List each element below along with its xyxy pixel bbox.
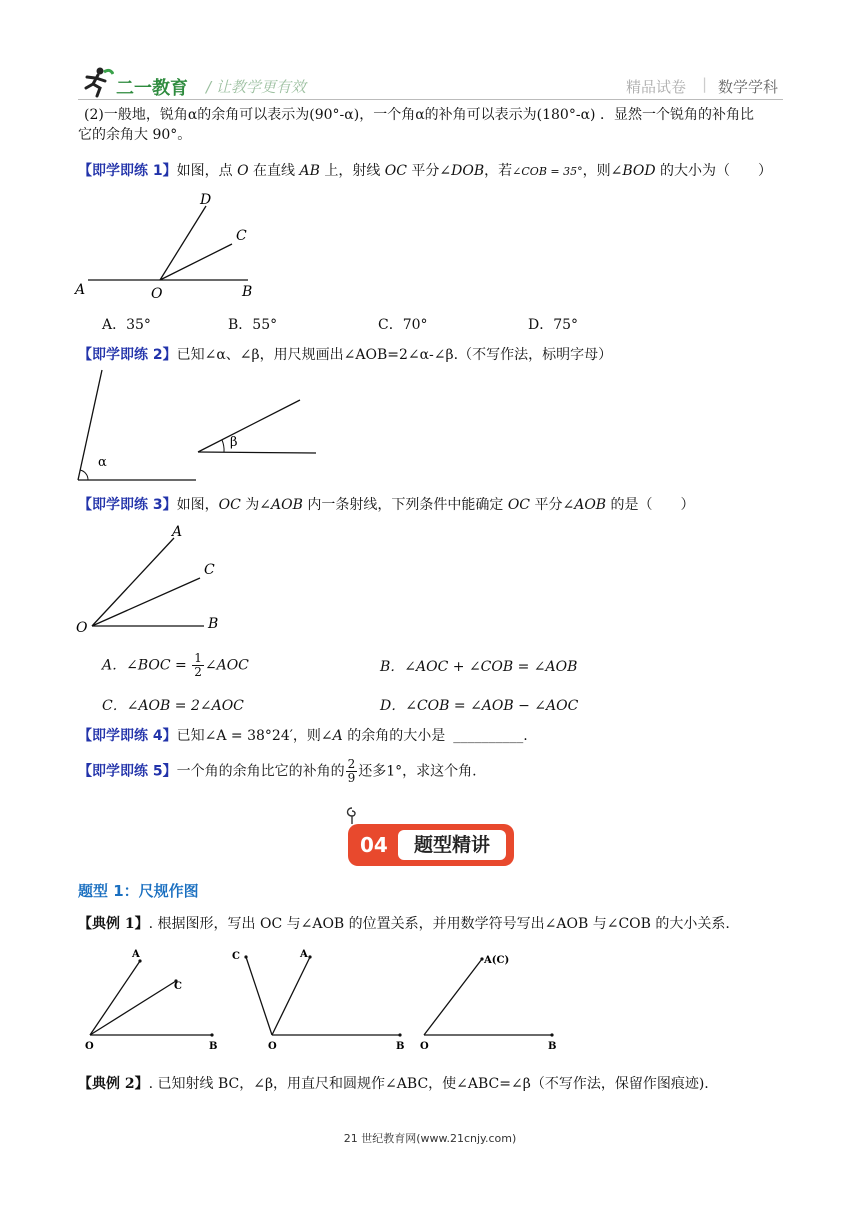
exercise-1-option-c[interactable]: C．70° <box>378 317 428 333</box>
answer-blank[interactable]: __________ <box>453 728 524 744</box>
label-C: C <box>204 562 215 578</box>
label-B: B <box>242 284 253 300</box>
example-1-question: 【典例 1】. 根据图形，写出 OC 与∠AOB 的位置关系，并用数学符号写出∠AOB 与∠COB 的大小关系. <box>78 916 730 932</box>
fraction-one-half: $\frac{1}{2}$ <box>194 651 202 679</box>
example-2-question: 【典例 2】. 已知射线 BC，∠β，用直尺和圆规作∠ABC，使∠ABC=∠β（不写作法，保留作图痕迹). <box>78 1076 709 1092</box>
runner-logo-icon <box>80 66 114 98</box>
example-1-tag: 【典例 1】 <box>78 916 149 932</box>
header-label-left: 精品试卷 <box>626 78 687 96</box>
banner-number: 04 <box>360 833 388 857</box>
label-A: A <box>172 524 183 540</box>
figure-1 <box>85 949 217 1052</box>
example-2-tag: 【典例 2】 <box>78 1076 149 1092</box>
exercise-3-option-d[interactable]: D．∠COB = ∠AOB − ∠AOC <box>380 698 579 714</box>
exercise-1-question: 【即学即练 1】如图，点 O 在直线 AB 上，射线 OC 平分∠DOB，若∠COB = 35°，则∠BOD 的大小为（ ） <box>78 163 773 179</box>
svg-text:O: O <box>268 1041 277 1052</box>
beta-label: β <box>230 435 238 450</box>
exercise-1-figure <box>70 188 290 300</box>
exercise-1-option-d[interactable]: D．75° <box>528 317 579 333</box>
label-D: D <box>200 192 212 208</box>
header-label-right: 数学学科 <box>718 78 779 96</box>
svg-text:A: A <box>300 949 308 960</box>
exercise-3-question: 【即学即练 3】如图，OC 为∠AOB 内一条射线，下列条件中能确定 OC 平分∠AOB 的是（ ） <box>78 497 695 513</box>
intro-line-2: 它的余角大 90°。 <box>78 127 192 143</box>
type-1-heading: 题型 1：尺规作图 <box>78 882 199 900</box>
exercise-1-option-b[interactable]: B．55° <box>228 317 278 333</box>
slogan: / 让教学更有效 <box>206 78 306 96</box>
svg-text:O: O <box>420 1041 429 1052</box>
exercise-3-option-a[interactable]: A．∠BOC = $\frac{1}{2}$ ∠AOC <box>102 651 249 679</box>
exercise-2-tag: 【即学即练 2】 <box>78 347 177 363</box>
pin-icon <box>342 806 362 826</box>
figure-3 <box>420 955 556 1052</box>
figure-2 <box>232 949 404 1052</box>
header-divider <box>78 99 783 100</box>
banner-box <box>348 824 514 866</box>
svg-text:A: A <box>132 949 140 960</box>
svg-text:B: B <box>396 1041 405 1052</box>
exercise-3-option-c[interactable]: C．∠AOB = 2∠AOC <box>102 698 244 714</box>
label-O: O <box>151 286 163 300</box>
label-B: B <box>208 616 219 632</box>
svg-text:B: B <box>548 1041 557 1052</box>
fraction-two-ninths: $\frac{2}{9}$ <box>347 757 356 785</box>
svg-text:A(C): A(C) <box>484 955 510 966</box>
label-C: C <box>236 228 247 244</box>
svg-text:C: C <box>232 951 240 962</box>
svg-text:C: C <box>174 981 182 992</box>
footer: 21 世纪教育网(www.21cnjy.com) <box>343 1132 517 1145</box>
intro-line-1: (2)一般地，锐角α的余角可以表示为(90°-α)，一个角α的补角可以表示为(180°-α) ．显然一个锐角的补角比 <box>84 107 754 123</box>
logo-text: 二一教育 <box>116 78 188 99</box>
svg-text:O: O <box>85 1041 94 1052</box>
exercise-2-figure <box>70 366 330 486</box>
header <box>78 66 783 100</box>
exercise-4-question: 【即学即练 4】已知∠A = 38°24′，则∠A 的余角的大小是 __________. <box>78 728 528 744</box>
exercise-4-tag: 【即学即练 4】 <box>78 728 177 744</box>
section-banner <box>348 812 514 870</box>
exercise-1-tag: 【即学即练 1】 <box>78 163 177 179</box>
exercise-3-tag: 【即学即练 3】 <box>78 497 177 513</box>
header-separator: | <box>702 75 708 93</box>
exercise-1-option-a[interactable]: A．35° <box>102 317 151 333</box>
label-O: O <box>76 620 88 636</box>
exercise-5-tag: 【即学即练 5】 <box>78 763 177 780</box>
exercise-2-question: 【即学即练 2】已知∠α、∠β，用尺规画出∠AOB=2∠α-∠β.（不写作法，标明字母） <box>78 347 613 363</box>
label-A: A <box>75 282 86 298</box>
exercise-3-figure <box>70 518 240 638</box>
exercise-5-question: 【即学即练 5】一个角的余角比它的补角的 $\frac{2}{9}$ 还多1°，求这个角. <box>78 757 477 785</box>
alpha-label: α <box>98 455 107 470</box>
banner-title: 题型精讲 <box>398 830 506 860</box>
svg-text:B: B <box>209 1041 218 1052</box>
example-1-figures <box>70 945 570 1055</box>
exercise-3-option-b[interactable]: B．∠AOC + ∠COB = ∠AOB <box>380 659 578 675</box>
